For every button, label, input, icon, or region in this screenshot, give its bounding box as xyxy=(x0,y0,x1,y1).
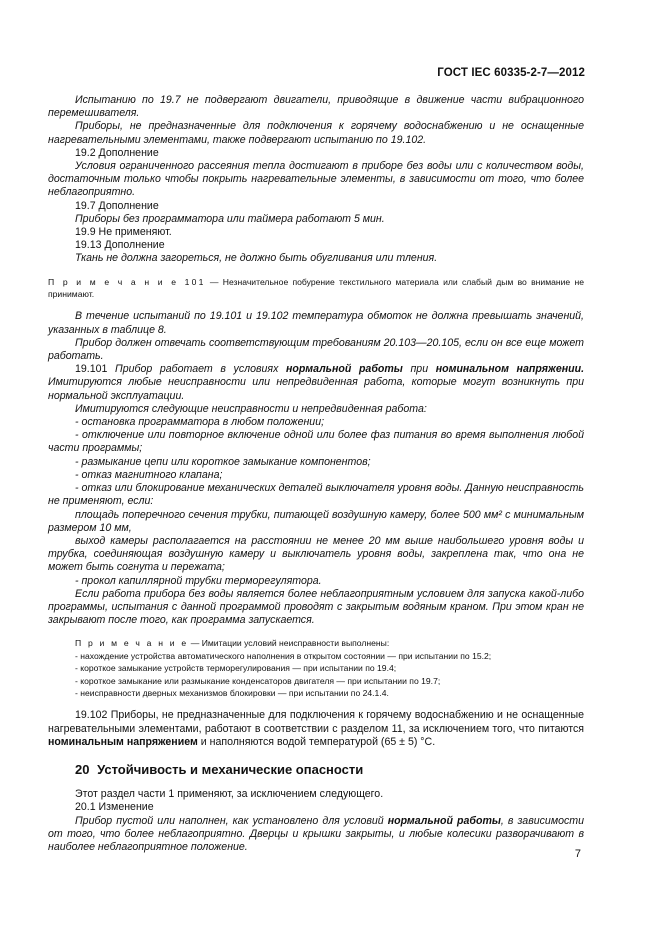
note-title: П р и м е ч а н и е xyxy=(75,638,189,649)
paragraph: Этот раздел части 1 применяют, за исключением следующего. xyxy=(75,788,384,801)
section-heading-20 xyxy=(75,763,584,776)
text-run: Имитируются любые неисправности или непредвиденная работа, которые могут возникнуть при нормальной эксплуатации. xyxy=(48,376,584,402)
list-item: - остановка программатора в любом положении; xyxy=(75,416,325,429)
note-title: П р и м е ч а н и е 101 xyxy=(48,276,206,287)
text-run: Прибор пустой или наполнен, как установлено для условий xyxy=(75,814,388,827)
note-fault-simulations xyxy=(48,637,584,699)
note-list-item: - короткое замыкание устройств терморегулирования — при испытании по 19.4; xyxy=(75,663,397,674)
clause-heading: 20.1 Изменение xyxy=(75,801,154,814)
paragraph: выход камеры располагается на расстоянии не менее 20 мм выше наибольшего уровня воды и трубка, соединяющая воздушную камеру и выключатель уровня воды, закреплена так, что она не может быть согнута и пережата; xyxy=(48,534,584,574)
note-list-item: - нахождение устройства автоматического наполнения в открытом состоянии — при испытании по 15.2; xyxy=(75,650,492,661)
text-run: и наполняются водой температурой (65 ± 5) °С. xyxy=(197,735,436,748)
text-run: , в зависимости от того, что более неблагоприятно. Дверцы и крышки закрыты, и любые колесики разворачивают в наиболее неблагоприятное положение. xyxy=(48,814,584,853)
note-list-item: - короткое замыкание или размыкание конденсаторов двигателя — при испытании по 19.7; xyxy=(75,675,441,686)
paragraph: Прибор должен отвечать соответствующим требованиям 20.103—20.105, если он все еще может работать. xyxy=(48,336,584,363)
paragraph: Приборы без программатора или таймера работают 5 мин. xyxy=(75,212,385,225)
clause-heading: 19.9 Не применяют. xyxy=(75,226,172,239)
paragraph: площадь поперечного сечения трубки, питающей воздушную камеру, более 500 мм² с минимальным размером 10 мм, xyxy=(48,508,584,534)
term-bold: нормальной работы xyxy=(387,814,501,827)
note-text: — Незначительное побурение текстильного материала или слабый дым во внимание не принимают. xyxy=(48,276,584,300)
section-number: 20 xyxy=(75,761,90,777)
paragraph: Если работа прибора без воды является более неблагоприятным условием для запуска какой-либо программы, испытания с данной программой проводят с закрытым водяным краном. При этом кран не закрывают после того, как программа запускается. xyxy=(48,587,584,627)
paragraph: Имитируются следующие неисправности и непредвиденная работа: xyxy=(75,402,427,415)
term-bold: номинальном напряжении. xyxy=(435,363,585,376)
document-body xyxy=(48,94,584,854)
paragraph: Условия ограниченного рассеяния тепла достигают в приборе без воды или с количеством воды, достаточным только чтобы покрыть нагревательные элементы, в зависимости от того, что более неблагоприятно. xyxy=(48,160,584,199)
list-item: - прокол капиллярной трубки терморегулятора. xyxy=(75,574,322,587)
list-item: - отключение или повторное включение одной или более фаз питания во время выполнения любой части программы; xyxy=(48,429,584,455)
clause-number: 19.101 xyxy=(75,363,116,376)
section-title: Устойчивость и механические опасности xyxy=(97,761,364,777)
note-101 xyxy=(48,276,584,301)
list-item: - отказ магнитного клапана; xyxy=(75,468,223,481)
paragraph: Приборы, не предназначенные для подключения к горячему водоснабжению и не оснащенные нагревательными элементами, также подвергают испытанию по 19.102. xyxy=(48,120,584,146)
term-bold: номинальным напряжением xyxy=(48,735,198,748)
text-run: при xyxy=(402,363,436,376)
paragraph-19-102 xyxy=(48,709,584,749)
clause-heading: 19.13 Дополнение xyxy=(75,239,165,252)
text-run: 19.102 Приборы, не предназначенные для подключения к горячему водоснабжению и не оснащенные нагревательными элементами, работают в соответствии с разделом 11, за исключением того, что питаются xyxy=(48,709,584,735)
note-list-item: - неисправности дверных механизмов блокировки — при испытании по 24.1.4. xyxy=(75,687,389,698)
paragraph xyxy=(48,815,584,855)
term-bold: нормальной работы xyxy=(286,363,403,376)
paragraph: Ткань не должна загореться, не должно быть обугливания или тления. xyxy=(75,252,438,265)
clause-heading: 19.7 Дополнение xyxy=(75,199,159,212)
paragraph: В течение испытаний по 19.101 и 19.102 температура обмоток не должна превышать значений, указанных в таблице 8. xyxy=(48,310,584,336)
document-code-header: ГОСТ IEC 60335-2-7—2012 xyxy=(437,67,585,79)
paragraph: Испытанию по 19.7 не подвергают двигатели, приводящие в движение части вибрационного перемешивателя. xyxy=(48,94,584,120)
text-run: Прибор работает в условиях xyxy=(115,363,287,376)
page-number: 7 xyxy=(574,848,581,860)
note-head xyxy=(48,637,584,649)
clause-heading: 19.2 Дополнение xyxy=(75,146,159,159)
list-item: - размыкание цепи или короткое замыкание компонентов; xyxy=(75,455,371,468)
list-item: - отказ или блокирование механических деталей выключателя уровня воды. Данную неисправность не применяют, если: xyxy=(48,482,584,508)
paragraph-19-101 xyxy=(48,363,584,403)
note-text: — Имитации условий неисправности выполнены: xyxy=(188,638,390,649)
